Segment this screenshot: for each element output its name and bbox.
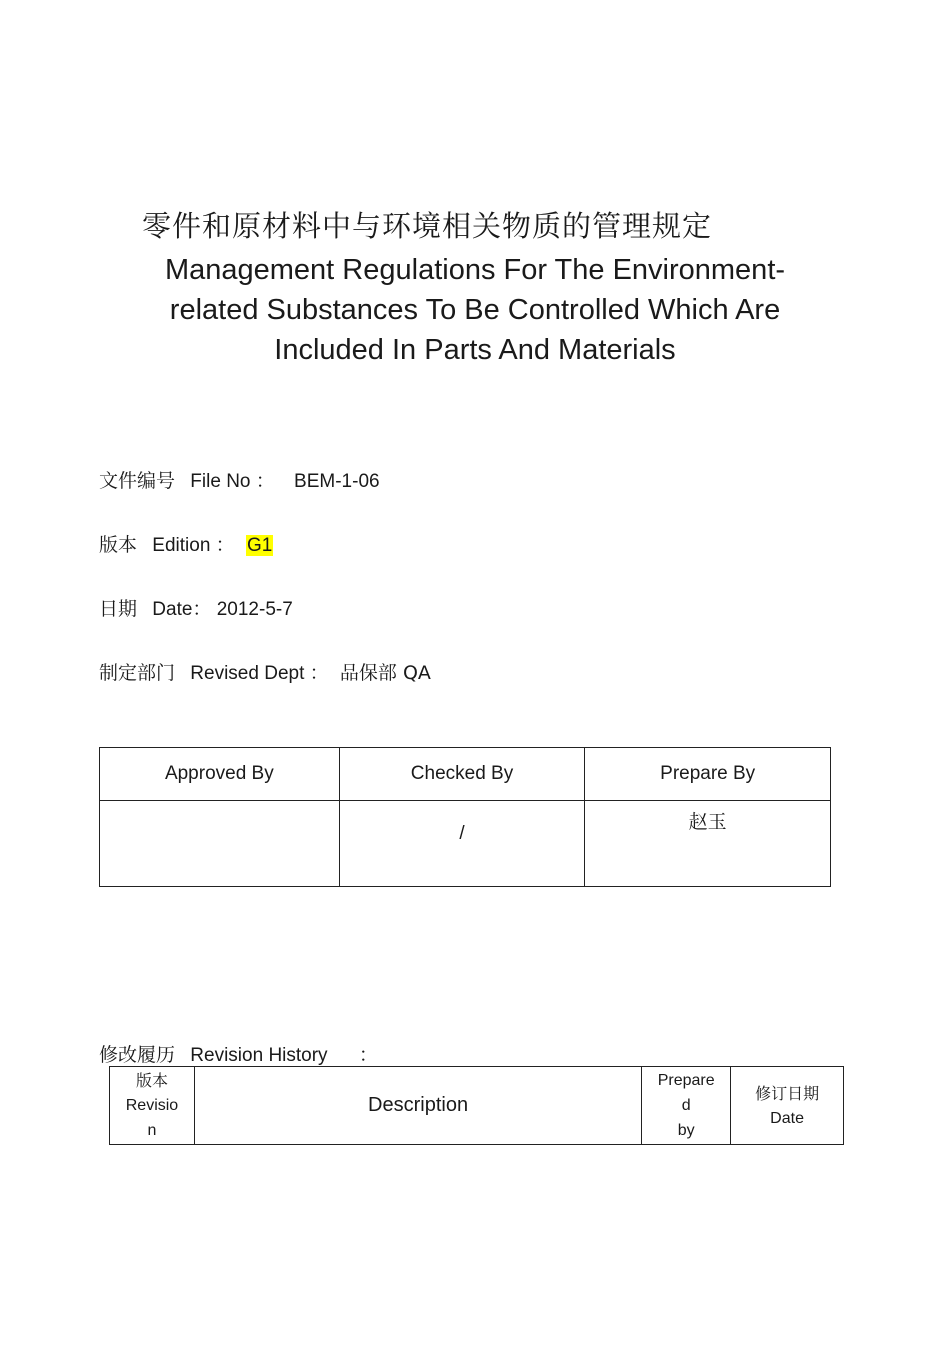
revised-dept-row (99, 658, 431, 685)
revision-column-header: 版本 Revisio n (110, 1067, 195, 1145)
edition-label-cn: 版本 (99, 534, 138, 556)
description-column-header: Description (194, 1067, 641, 1145)
approval-table (99, 747, 831, 887)
file-number-label-cn: 文件编号 (99, 470, 176, 492)
file-number-value: BEM-1-06 (294, 471, 380, 492)
document-title-english (100, 250, 850, 370)
date-row (99, 594, 293, 621)
title-line-2: related Substances To Be Controlled Which Are (169, 294, 781, 326)
file-number-label-en: File No ： (190, 471, 275, 492)
prepared-by-column-header: Prepare d by (642, 1067, 731, 1145)
revision-date-column-header: 修订日期 Date (731, 1067, 844, 1145)
prepare-by-value: 赵玉 (585, 801, 831, 887)
revised-dept-value: 品保部 QA (339, 662, 431, 684)
title-line-3: Included In Parts And Materials (274, 334, 676, 366)
checked-by-value: / (339, 801, 585, 887)
checked-by-header: Checked By (339, 748, 585, 801)
prepare-by-header: Prepare By (585, 748, 831, 801)
title-line-1: Management Regulations For The Environment- (164, 254, 786, 286)
revised-dept-label-cn: 制定部门 (99, 662, 176, 684)
date-label-cn: 日期 (99, 598, 138, 620)
revision-history-label-en: Revision History (190, 1045, 328, 1066)
edition-row (99, 530, 273, 557)
revised-dept-label-en: Revised Dept ： (190, 663, 329, 684)
edition-label-en: Edition ： (152, 535, 235, 556)
date-value: 2012-5-7 (216, 599, 293, 620)
revision-history-colon: ： (358, 1045, 378, 1066)
approved-by-header: Approved By (100, 748, 340, 801)
revision-history-label (99, 1040, 378, 1067)
date-label-en: Date： (152, 599, 212, 620)
revision-history-label-cn: 修改履历 (99, 1044, 176, 1066)
document-title-chinese: 零件和原材料中与环境相关物质的管理规定 (142, 209, 713, 243)
revision-history-table (109, 1066, 844, 1145)
file-number-row (99, 466, 380, 493)
approved-by-value (100, 801, 340, 887)
edition-value: G1 (246, 535, 273, 556)
